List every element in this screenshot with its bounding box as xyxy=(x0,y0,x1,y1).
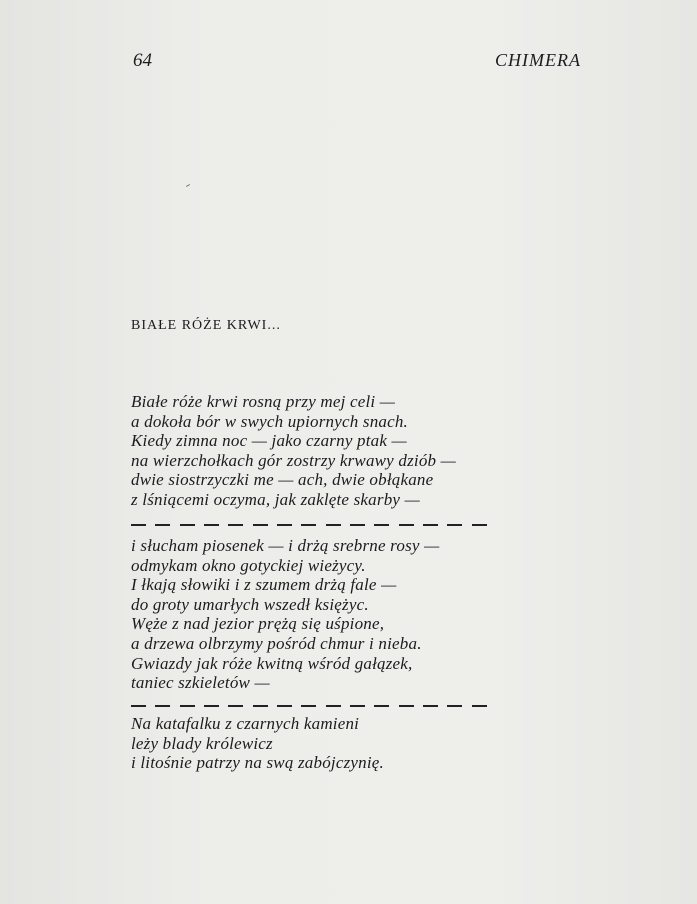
poem-line: a drzewa olbrzymy pośród chmur i nieba. xyxy=(131,633,422,653)
stanza-1 xyxy=(131,392,456,510)
stanza-2 xyxy=(131,536,439,693)
poem-line: z lśniącemi oczyma, jak zaklęte skarby — xyxy=(131,489,420,509)
poem-line: Białe róże krwi rosną przy mej celi — xyxy=(131,392,396,411)
poem-line: Gwiazdy jak róże kwitną wśród gałązek, xyxy=(131,653,413,673)
poem-title: BIAŁE RÓŻE KRWI... xyxy=(131,318,281,333)
running-title: CHIMERA xyxy=(495,50,581,70)
poem-line: Na katafalku z czarnych kamieni xyxy=(131,714,360,733)
poem-line: dwie siostrzyczki me — ach, dwie obłąkane xyxy=(131,470,434,490)
poem-line: a dokoła bór w swych upiornych snach. xyxy=(131,411,409,431)
poem-line: odmykam okno gotyckiej wieżycy. xyxy=(131,555,366,575)
stanza-3 xyxy=(131,714,384,773)
poem-line: i słucham piosenek — i drżą srebrne rosy — xyxy=(131,536,440,555)
poem-line: na wierzchołkach gór zostrzy krwawy dziób — xyxy=(131,450,456,470)
poem-line: do groty umarłych wszedł księżyc. xyxy=(131,594,369,614)
poem-line: i litośnie patrzy na swą zabójczynię. xyxy=(131,753,384,773)
poem-line: leży blady królewicz xyxy=(131,733,273,753)
dash-separator xyxy=(131,521,487,529)
dash-separator xyxy=(131,702,487,710)
poem-line: Kiedy zimna noc — jako czarny ptak — xyxy=(131,431,407,451)
poem-line: taniec szkieletów — xyxy=(131,673,270,693)
page-number: 64 xyxy=(133,50,152,71)
paper-speck xyxy=(186,184,190,187)
poem-line: Węże z nad jezior prężą się uśpione, xyxy=(131,614,385,634)
poem-line: I łkają słowiki i z szumem drżą fale — xyxy=(131,575,397,595)
